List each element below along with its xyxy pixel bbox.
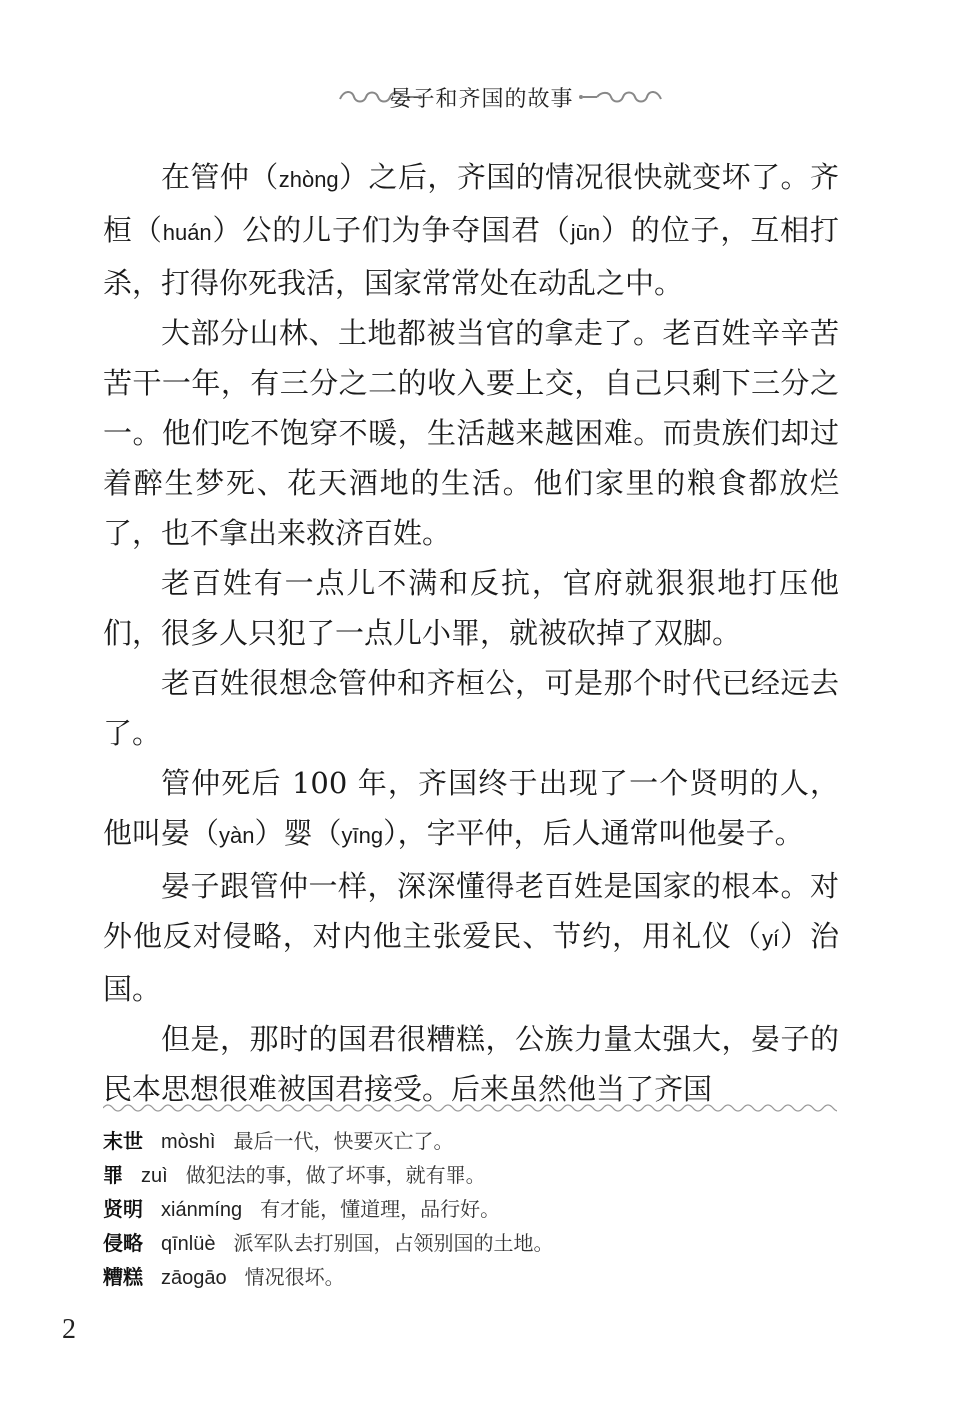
pinyin-annotation: jūn bbox=[570, 220, 601, 245]
glossary-pinyin: zuì bbox=[141, 1165, 168, 1187]
glossary-definition: 情况很坏。 bbox=[244, 1265, 345, 1289]
glossary-definition: 派军队去打别国，占领别国的土地。 bbox=[233, 1231, 554, 1255]
glossary-term: 贤明 bbox=[103, 1197, 143, 1221]
glossary-term: 侵略 bbox=[103, 1231, 143, 1255]
glossary-entry bbox=[103, 1226, 843, 1260]
glossary-definition: 做犯法的事，做了坏事，就有罪。 bbox=[185, 1163, 486, 1187]
ornamental-divider bbox=[103, 1101, 837, 1115]
text-segment: 管仲死后 100 年，齐国终于出现了一个贤明的人，他叫晏（ bbox=[103, 766, 839, 850]
glossary-term: 末世 bbox=[103, 1129, 143, 1153]
pinyin-annotation: yīng bbox=[341, 823, 384, 848]
page-number: 2 bbox=[62, 1314, 76, 1345]
glossary-definition: 最后一代，快要灭亡了。 bbox=[233, 1129, 454, 1153]
glossary-entry bbox=[103, 1260, 843, 1294]
pinyin-annotation: yí bbox=[761, 926, 780, 951]
header-title: 晏子和齐国的故事 bbox=[389, 87, 574, 112]
glossary-definition: 有才能，懂道理，品行好。 bbox=[260, 1197, 501, 1221]
paragraph bbox=[103, 758, 839, 861]
paragraph bbox=[103, 558, 839, 658]
glossary-pinyin: mòshì bbox=[161, 1131, 216, 1153]
paragraph bbox=[103, 152, 839, 308]
pinyin-annotation: zhòng bbox=[278, 167, 339, 192]
paragraph bbox=[103, 658, 839, 758]
text-segment: ）婴（ bbox=[254, 816, 342, 850]
text-segment: ）公的儿子们为争夺国君（ bbox=[211, 213, 571, 247]
text-segment: 晏子跟管仲一样，深深懂得老百姓是国家的根本。对外他反对侵略，对内他主张爱民、节约，用礼仪（ bbox=[103, 869, 839, 953]
glossary-entry bbox=[103, 1124, 843, 1158]
text-segment: 老百姓有一点儿不满和反抗，官府就狠狠地打压他们，很多人只犯了一点儿小罪，就被砍掉了双脚。 bbox=[103, 566, 839, 650]
text-segment: ），字平仲，后人通常叫他晏子。 bbox=[383, 816, 804, 850]
paragraph bbox=[103, 861, 839, 1014]
glossary-term: 罪 bbox=[103, 1163, 123, 1187]
pinyin-annotation: yàn bbox=[219, 823, 255, 848]
text-segment: 在管仲（ bbox=[161, 160, 279, 194]
glossary-entry bbox=[103, 1192, 843, 1226]
glossary-pinyin: xiánmíng bbox=[161, 1199, 243, 1221]
glossary-pinyin: zāogāo bbox=[161, 1267, 227, 1289]
main-text bbox=[103, 152, 839, 1114]
glossary-entry bbox=[103, 1158, 843, 1192]
paragraph bbox=[103, 1014, 839, 1114]
running-header bbox=[0, 80, 963, 114]
vocabulary-notes bbox=[103, 1124, 843, 1294]
text-segment: 大部分山林、土地都被当官的拿走了。老百姓辛辛苦苦干一年，有三分之二的收入要上交，自己只剩下三分之一。他们吃不饱穿不暖，生活越来越困难。而贵族们却过着醉生梦死、花天酒地的生活。他们家里的粮食都放烂了，也不拿出来救济百姓。 bbox=[103, 316, 839, 550]
glossary-pinyin: qīnlüè bbox=[161, 1233, 216, 1255]
text-segment: ）的位子，互相打杀，打得你死我活，国家常常处在动乱之中。 bbox=[103, 213, 839, 300]
text-segment: ）治国。 bbox=[103, 919, 839, 1006]
glossary-term: 糟糕 bbox=[103, 1265, 143, 1289]
ornament-swirl-right-icon bbox=[577, 86, 667, 108]
text-segment: 老百姓很想念管仲和齐桓公，可是那个时代已经远去了。 bbox=[103, 666, 839, 750]
pinyin-annotation: huán bbox=[162, 220, 212, 245]
text-segment: ）之后，齐国的情况很快就变坏了。齐桓（ bbox=[103, 160, 839, 247]
paragraph bbox=[103, 308, 839, 558]
text-segment: 但是，那时的国君很糟糕，公族力量太强大，晏子的民本思想很难被国君接受。后来虽然他当了齐国 bbox=[103, 1022, 839, 1106]
